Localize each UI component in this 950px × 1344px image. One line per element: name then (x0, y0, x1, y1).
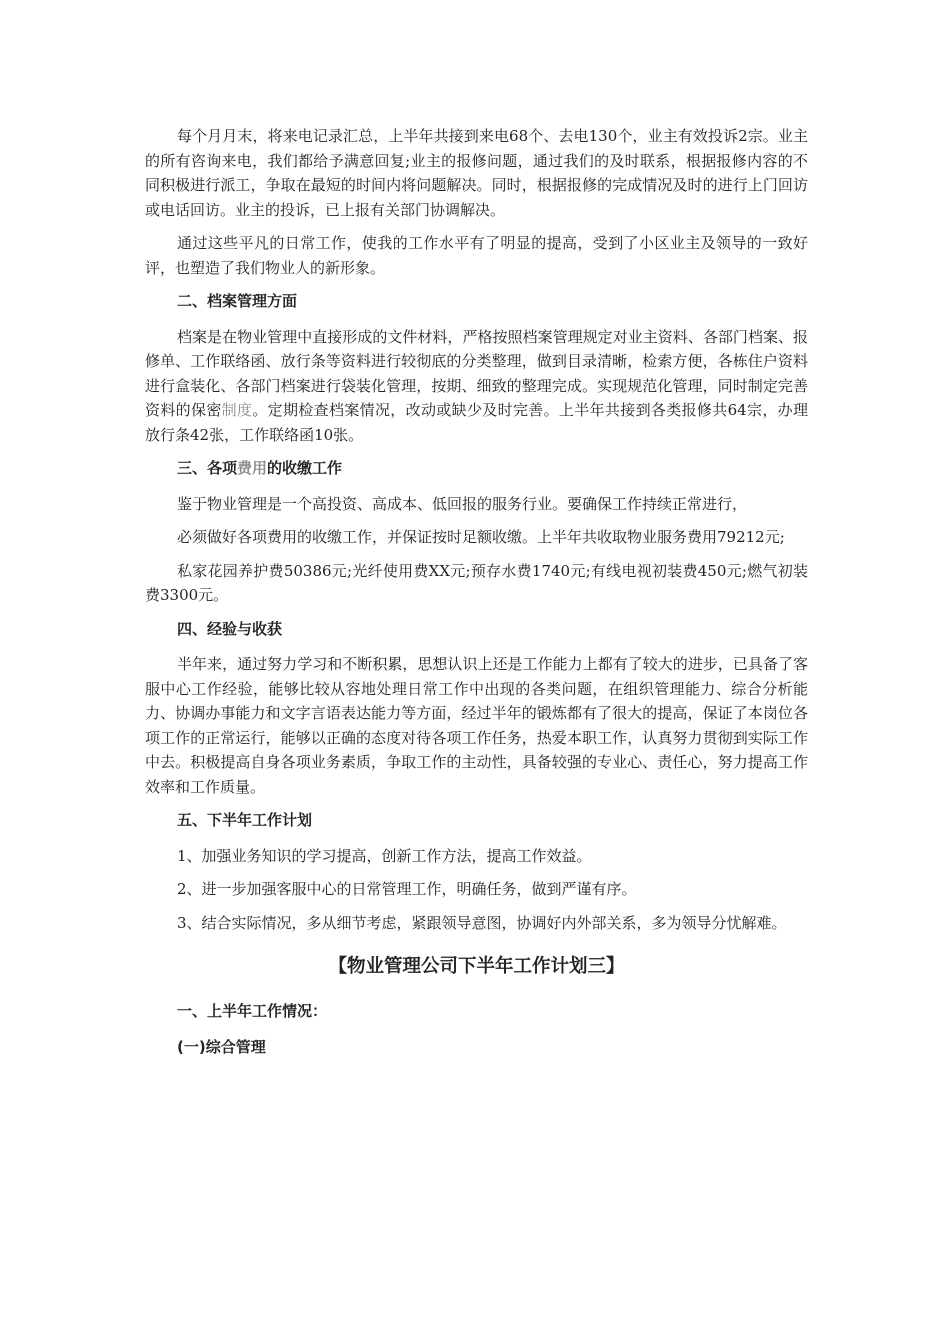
section-heading-first-half: 一、上半年工作情况： (177, 1002, 328, 1020)
section-heading-fees (145, 456, 808, 481)
paragraph-daily-work: 通过这些平凡的日常工作，使我的工作水平有了明显的提高，受到了小区业主及领导的一致好评，也塑造了我们物业人的新形象。 (145, 234, 808, 277)
section-heading-plan: 五、下半年工作计划 (177, 811, 313, 829)
section-heading-archives: 二、档案管理方面 (177, 292, 298, 310)
section-heading-fees-watermark-word: 费用 (237, 459, 268, 477)
paragraph-fees-intro: 鉴于物业管理是一个高投资、高成本、低回报的服务行业。要确保工作持续正常进行， (177, 494, 748, 513)
paragraph-fees-collected: 必须做好各项费用的收缴工作，并保证按时足额收缴。上半年共收取物业服务费用79212元; (177, 528, 785, 546)
document-body (145, 124, 808, 1070)
paragraph-archives-text-b: 。定期检查档案情况，改动或缺少及时完善。上半年共接到各类报修共64宗，办理放行条42张，工作联络函10张。 (145, 401, 808, 444)
paragraph-experience: 半年来，通过努力学习和不断积累，思想认识上还是工作能力上都有了较大的进步，已具备了客服中心工作经验，能够比较从容地处理日常工作中出现的各类问题，在组织管理能力、综合分析能力、协调办事能力和文字言语表达能力等方面，经过半年的锻炼都有了很大的提高，保证了本岗位各项工作的正常运行，能够以正确的态度对待各项工作任务，热爱本职工作，认真努力贯彻到实际工作中去。积极提高自身各项业务素质，争取工作的主动性，具备较强的专业心、责任心，努力提高工作效率和工作质量。 (145, 655, 808, 796)
subsection-heading-general-management: (一)综合管理 (177, 1037, 266, 1056)
plan-item-1: 1、加强业务知识的学习提高，创新工作方法，提高工作效益。 (177, 846, 592, 865)
plan-item-2: 2、进一步加强客服中心的日常管理工作，明确任务，做到严谨有序。 (177, 880, 637, 898)
section-heading-fees-b: 的收缴工作 (267, 459, 343, 477)
plan-item-3: 3、结合实际情况，多从细节考虑，紧跟领导意图，协调好内外部关系，多为领导分忧解难。 (177, 913, 787, 932)
paragraph-fees-breakdown: 私家花园养护费50386元;光纤使用费XX元;预存水费1740元;有线电视初装费450元;燃气初装费3300元。 (145, 561, 808, 604)
paragraph-archives (145, 325, 808, 448)
paragraph-archives-text-a: 档案是在物业管理中直接形成的文件材料，严格按照档案管理规定对业主资料、各部门档案、报修单、工作联络函、放行条等资料进行较彻底的分类整理，做到目录清晰，检索方便，各栋住户资料进行盒装化、各部门档案进行袋装化管理，按期、细致的整理完成。实现规范化管理，同时制定完善资料的保密 (145, 327, 808, 419)
document-title: 【物业管理公司下半年工作计划三】 (328, 956, 625, 977)
paragraph-call-records: 每个月月末，将来电记录汇总，上半年共接到来电68个、去电130个，业主有效投诉2宗。业主的所有咨询来电，我们都给予满意回复;业主的报修问题，通过我们的及时联系，根据报修内容的不同积极进行派工，争取在最短的时间内将问题解决。同时，根据报修的完成情况及时的进行上门回访或电话回访。业主的投诉，已上报有关部门协调解决。 (145, 127, 808, 219)
section-heading-fees-a: 三、各项 (177, 459, 238, 477)
section-heading-experience: 四、经验与收获 (177, 619, 283, 638)
paragraph-archives-watermark-word: 制度 (221, 401, 253, 419)
